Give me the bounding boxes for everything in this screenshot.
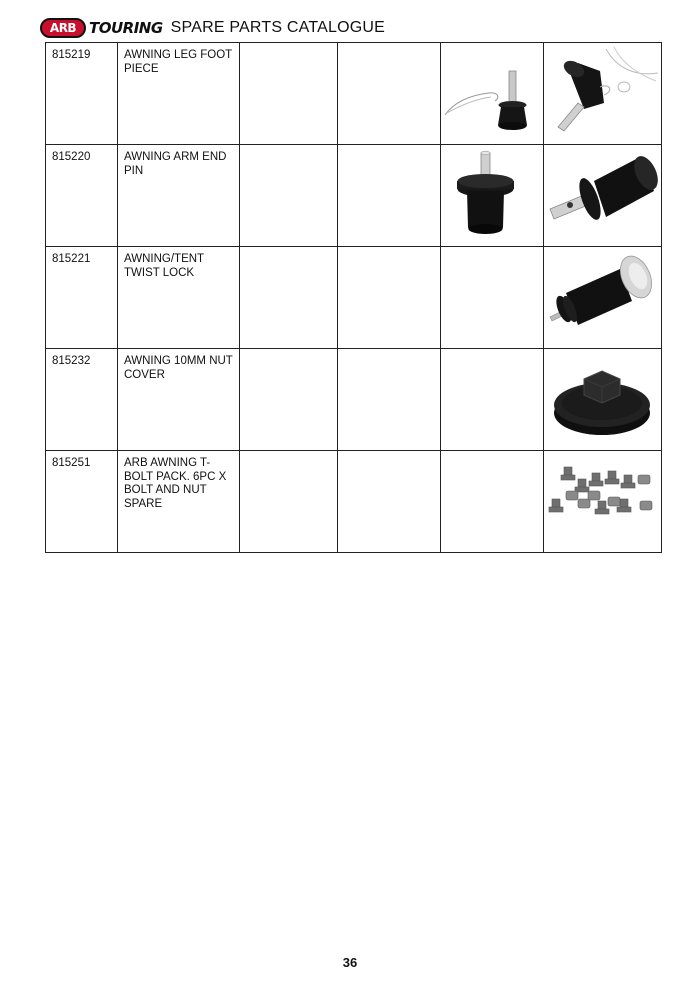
part-number: 815219 (52, 49, 91, 61)
parts-table (45, 42, 662, 553)
empty-cell (338, 145, 441, 247)
image-cell (441, 145, 544, 247)
part-number: 815251 (52, 457, 91, 469)
empty-cell (240, 247, 338, 349)
image-cell (544, 349, 662, 451)
empty-cell (441, 247, 544, 349)
awning-leg-foot-piece-image (441, 43, 543, 149)
awning-leg-foot-piece-angled-image (544, 43, 661, 149)
empty-cell (338, 43, 441, 145)
part-number-cell (46, 349, 118, 451)
table-row (46, 43, 662, 145)
empty-cell (240, 145, 338, 247)
description-cell (118, 247, 240, 349)
part-number: 815221 (52, 253, 91, 265)
image-cell (544, 451, 662, 553)
awning-arm-end-pin-side-image (544, 145, 661, 251)
empty-cell (240, 451, 338, 553)
part-description: AWNING/TENT TWIST LOCK (124, 253, 204, 279)
empty-cell (240, 43, 338, 145)
empty-cell (240, 349, 338, 451)
part-description: AWNING ARM END PIN (124, 151, 227, 177)
part-description: AWNING 10MM NUT COVER (124, 355, 233, 381)
part-number: 815232 (52, 355, 91, 367)
catalogue-header (40, 17, 385, 39)
image-cell (441, 43, 544, 145)
touring-logo: TOURING (89, 19, 163, 37)
image-cell (544, 247, 662, 349)
image-cell (544, 43, 662, 145)
empty-cell (338, 349, 441, 451)
part-number-cell (46, 43, 118, 145)
empty-cell (441, 451, 544, 553)
twist-lock-image (544, 247, 661, 349)
table-row (46, 145, 662, 247)
image-cell (544, 145, 662, 247)
part-number-cell (46, 145, 118, 247)
page-number: 36 (342, 955, 358, 970)
description-cell (118, 43, 240, 145)
table-row (46, 247, 662, 349)
description-cell (118, 451, 240, 553)
nut-cover-image (544, 349, 661, 451)
table-row (46, 451, 662, 553)
description-cell (118, 145, 240, 247)
part-number-cell (46, 451, 118, 553)
empty-cell (338, 247, 441, 349)
arb-logo: ARB (40, 18, 86, 38)
part-number: 815220 (52, 151, 91, 163)
t-bolt-pack-image (544, 451, 661, 557)
part-description: AWNING LEG FOOT PIECE (124, 49, 232, 75)
awning-arm-end-pin-upright-image (441, 145, 543, 251)
description-cell (118, 349, 240, 451)
part-description: ARB AWNING T-BOLT PACK. 6PC X BOLT AND NUT SPARE (124, 457, 227, 510)
empty-cell (338, 451, 441, 553)
empty-cell (441, 349, 544, 451)
table-row (46, 349, 662, 451)
part-number-cell (46, 247, 118, 349)
catalogue-title: SPARE PARTS CATALOGUE (170, 19, 385, 36)
